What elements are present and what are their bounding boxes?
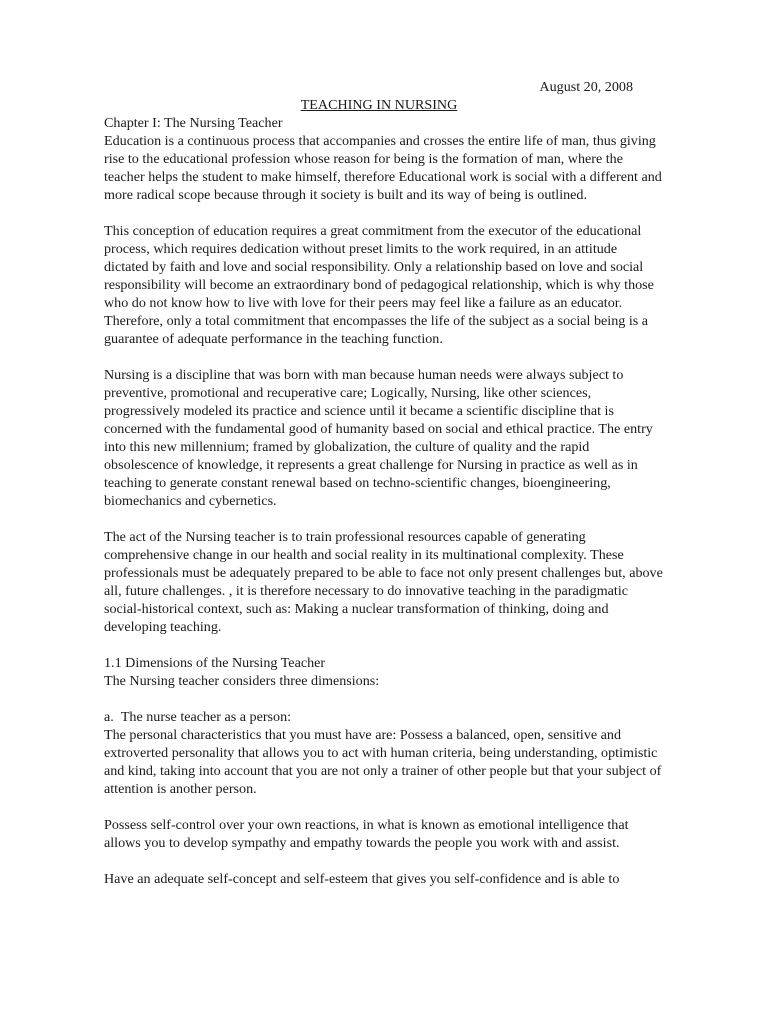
- paragraph-gap: [104, 636, 664, 654]
- document-title: TEACHING IN NURSING: [300, 97, 458, 113]
- paragraph-gap: [104, 204, 664, 222]
- paragraph-education: Education is a continuous process that accompanies and crosses the entire life of man, thus giving rise to the educational profession whose reason for being is the formation of man, where the teacher helps the student to make himself, therefore Educational work is social with a different and more radical scope because through it society is built and its way of being is outlined.: [104, 133, 662, 203]
- paragraph-gap: [104, 510, 664, 528]
- paragraph-nursing-teacher-act: The act of the Nursing teacher is to train professional resources capable of generating comprehensive change in our health and social reality in its multinational complexity. These professionals must be adequately prepared to be able to face not only present challenges but, above all, future challenges. , it is therefore necessary to do innovative teaching in the paradigmatic social-historical context, such as: Making a nuclear transformation of thinking, doing and developing teaching.: [104, 529, 663, 635]
- paragraph-gap: [104, 798, 664, 816]
- paragraph-personal-characteristics: The personal characteristics that you must have are: Possess a balanced, open, sensitive and extroverted personality that allows you to act with human criteria, being understanding, optimistic and kind, taking into account that you are not only a trainer of other people but that your subject of attention is another person.: [104, 727, 662, 797]
- list-marker: a.: [104, 709, 114, 725]
- paragraph-nursing-discipline: Nursing is a discipline that was born with man because human needs were always subject to preventive, promotional and recuperative care; Logically, Nursing, like other sciences, progressively modeled its practice and science until it became a scientific discipline that is concerned with the fundamental good of humanity based on social and ethical practice. The entry into this new millennium; framed by globalization, the culture of quality and the rapid obsolescence of knowledge, it represents a great challenge for Nursing in practice as well as in teaching to generate constant renewal based on techno-scientific changes, bioengineering, biomechanics and cybernetics.: [104, 367, 653, 509]
- paragraph-gap: [104, 690, 664, 708]
- document-page: [104, 78, 664, 888]
- paragraph-gap: [104, 852, 664, 870]
- chapter-heading: Chapter I: The Nursing Teacher: [104, 115, 283, 131]
- section-heading: 1.1 Dimensions of the Nursing Teacher: [104, 655, 326, 671]
- list-item-label: The nurse teacher as a person:: [120, 709, 292, 725]
- paragraph-self-control: Possess self-control over your own reactions, in what is known as emotional intelligence that allows you to develop sympathy and empathy towards the people you work with and assist.: [104, 817, 629, 851]
- paragraph-gap: [104, 348, 664, 366]
- list-item-a: [104, 708, 664, 726]
- section-intro: The Nursing teacher considers three dimensions:: [104, 673, 380, 689]
- paragraph-conception: This conception of education requires a great commitment from the executor of the educational process, which requires dedication without preset limits to the work required, in an attitude dictated by faith and love and social responsibility. Only a relationship based on love and social responsibility will become an extraordinary bond of pedagogical relationship, which is why those who do not know how to live with love for their peers may feel like a failure as an educator. Therefore, only a total commitment that encompasses the life of the subject as a social being is a guarantee of adequate performance in the teaching function.: [104, 223, 654, 347]
- document-date: August 20, 2008: [539, 79, 633, 95]
- paragraph-self-concept: Have an adequate self-concept and self-esteem that gives you self-confidence and is able to: [104, 871, 620, 887]
